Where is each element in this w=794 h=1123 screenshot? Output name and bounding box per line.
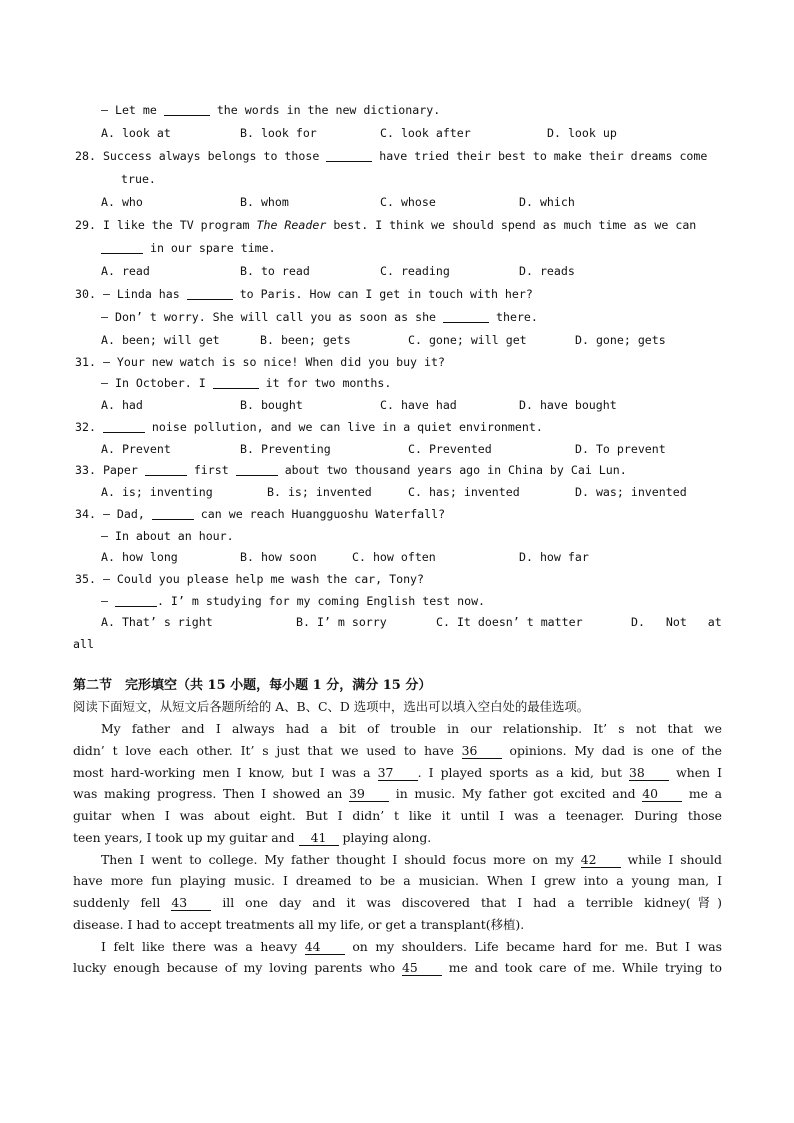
blank-45[interactable]: 45 [402,961,442,976]
blank-40[interactable]: 40 [642,787,682,802]
q31-line2: — In October. I it for two months. [101,376,392,390]
q28-blank[interactable] [326,149,372,162]
q32-blank[interactable] [103,420,145,433]
passage-p3-line2: lucky enough because of my loving parents who 45 me and took care of me. While trying to [73,960,722,975]
q31-option-a[interactable]: A. had [101,398,143,412]
q29-stem-cont: in our spare time. [101,241,276,255]
blank-36[interactable]: 36 [462,744,502,759]
blank-41[interactable]: 41 [299,831,339,846]
q29-blank[interactable] [101,241,143,254]
q32-option-c[interactable]: C. Prevented [408,442,492,456]
passage-p1-line3: most hard-working men I know, but I was a 37 . I played sports as a kid, but 38 when I [73,765,723,780]
q29-option-c[interactable]: C. reading [380,264,450,278]
passage-p2-line3: suddenly fell 43 ill one day and it was discovered that I had a terrible kidney(肾) [73,895,722,910]
q30-blank-2[interactable] [443,310,489,323]
q30-option-d[interactable]: D. gone; gets [575,333,666,347]
q35-blank[interactable] [115,594,157,607]
q34-option-d[interactable]: D. how far [519,550,589,564]
q31-option-c[interactable]: C. have had [380,398,457,412]
q33-option-d[interactable]: D. was; invented [575,485,687,499]
q29-option-b[interactable]: B. to read [240,264,310,278]
q35-option-b[interactable]: B. I’ m sorry [296,615,387,629]
q33-option-a[interactable]: A. is; inventing [101,485,213,499]
passage-p2-line1: Then I went to college. My father thought I should focus more on my 42 while I should [101,852,722,867]
q31-line1: 31. — Your new watch is so nice! When did you buy it? [75,355,445,369]
q30-line1: 30. — Linda has to Paris. How can I get in touch with her? [75,287,533,301]
passage-p1-line1: My father and I always had a bit of trouble in our relationship. It’ s not that we [101,721,722,736]
q27-option-b[interactable]: B. look for [240,126,317,140]
passage-p2-line2: have more fun playing music. I dreamed to be a musician. When I grew into a young man, I [73,873,722,888]
blank-43[interactable]: 43 [171,896,211,911]
passage-p3-line1: I felt like there was a heavy 44 on my shoulders. Life became hard for me. But I was [101,939,722,954]
passage-p2-line4: disease. I had to accept treatments all my life, or get a transplant(移植). [73,917,525,932]
q29-option-a[interactable]: A. read [101,264,150,278]
q33-stem: 33. Paper first about two thousand years ago in China by Cai Lun. [75,463,627,477]
q27-blank[interactable] [164,103,210,116]
q28-option-c[interactable]: C. whose [380,195,436,209]
q34-blank[interactable] [152,507,194,520]
q27-option-d[interactable]: D. look up [547,126,617,140]
q27-stem: — Let me the words in the new dictionary. [101,103,441,117]
q30-option-b[interactable]: B. been; gets [260,333,351,347]
q33-blank-2[interactable] [236,463,278,476]
q32-stem: 32. noise pollution, and we can live in a quiet environment. [75,420,543,434]
q35-option-a[interactable]: A. That’ s right [101,615,213,629]
q35-option-d[interactable]: D. Not at [631,615,722,629]
q34-option-a[interactable]: A. how long [101,550,178,564]
passage-p1-line5: guitar when I was about eight. But I didn’ t like it until I was a teenager. During those [73,808,722,823]
blank-44[interactable]: 44 [305,940,345,955]
q28-option-b[interactable]: B. whom [240,195,289,209]
q30-option-c[interactable]: C. gone; will get [408,333,527,347]
q29-stem: 29. I like the TV program The Reader best. I think we should spend as much time as we can [75,218,697,232]
q35-line1: 35. — Could you please help me wash the car, Tony? [75,572,425,586]
q35-line2: — . I’ m studying for my coming English test now. [101,594,486,608]
q32-option-a[interactable]: A. Prevent [101,442,171,456]
q34-line2: — In about an hour. [101,529,234,543]
q28-option-d[interactable]: D. which [519,195,575,209]
passage-p1-line2: didn’ t love each other. It’ s just that we used to have 36 opinions. My dad is one of the [73,743,722,758]
q35-option-c[interactable]: C. It doesn’ t matter [436,615,583,629]
q33-option-c[interactable]: C. has; invented [408,485,520,499]
q29-program-title: The Reader [256,218,327,232]
q34-option-c[interactable]: C. how often [352,550,436,564]
q33-blank-1[interactable] [145,463,187,476]
q31-blank[interactable] [213,376,259,389]
blank-38[interactable]: 38 [629,766,669,781]
q28-option-a[interactable]: A. who [101,195,143,209]
blank-42[interactable]: 42 [581,853,621,868]
q28-stem-cont: true. [121,172,156,186]
q30-blank-1[interactable] [187,287,233,300]
q30-option-a[interactable]: A. been; will get [101,333,220,347]
q32-option-d[interactable]: D. To prevent [575,442,666,456]
q31-option-b[interactable]: B. bought [240,398,303,412]
q34-option-b[interactable]: B. how soon [240,550,317,564]
blank-39[interactable]: 39 [349,787,389,802]
q32-option-b[interactable]: B. Preventing [240,442,331,456]
passage-p1-line4: was making progress. Then I showed an 39 in music. My father got excited and 40 me a [73,786,722,801]
q27-option-a[interactable]: A. look at [101,126,171,140]
q31-option-d[interactable]: D. have bought [519,398,617,412]
section-instruction: 阅读下面短文，从短文后各题所给的 A、B、C、D 选项中，选出可以填入空白处的最佳选项。 [73,699,590,714]
section-title: 第二节 完形填空（共 15 小题，每小题 1 分，满分 15 分） [73,678,432,693]
q28-stem: 28. Success always belongs to those have tried their best to make their dreams come [75,149,708,163]
q29-option-d[interactable]: D. reads [519,264,575,278]
blank-37[interactable]: 37 [378,766,418,781]
passage-p1-line6: teen years, I took up my guitar and 41 playing along. [73,830,432,845]
q30-line2: — Don’ t worry. She will call you as soon as she there. [101,310,538,324]
q27-option-c[interactable]: C. look after [380,126,471,140]
q33-option-b[interactable]: B. is; invented [267,485,372,499]
q35-option-d-wrap: all [73,637,94,651]
q34-line1: 34. — Dad, can we reach Huangguoshu Waterfall? [75,507,446,521]
